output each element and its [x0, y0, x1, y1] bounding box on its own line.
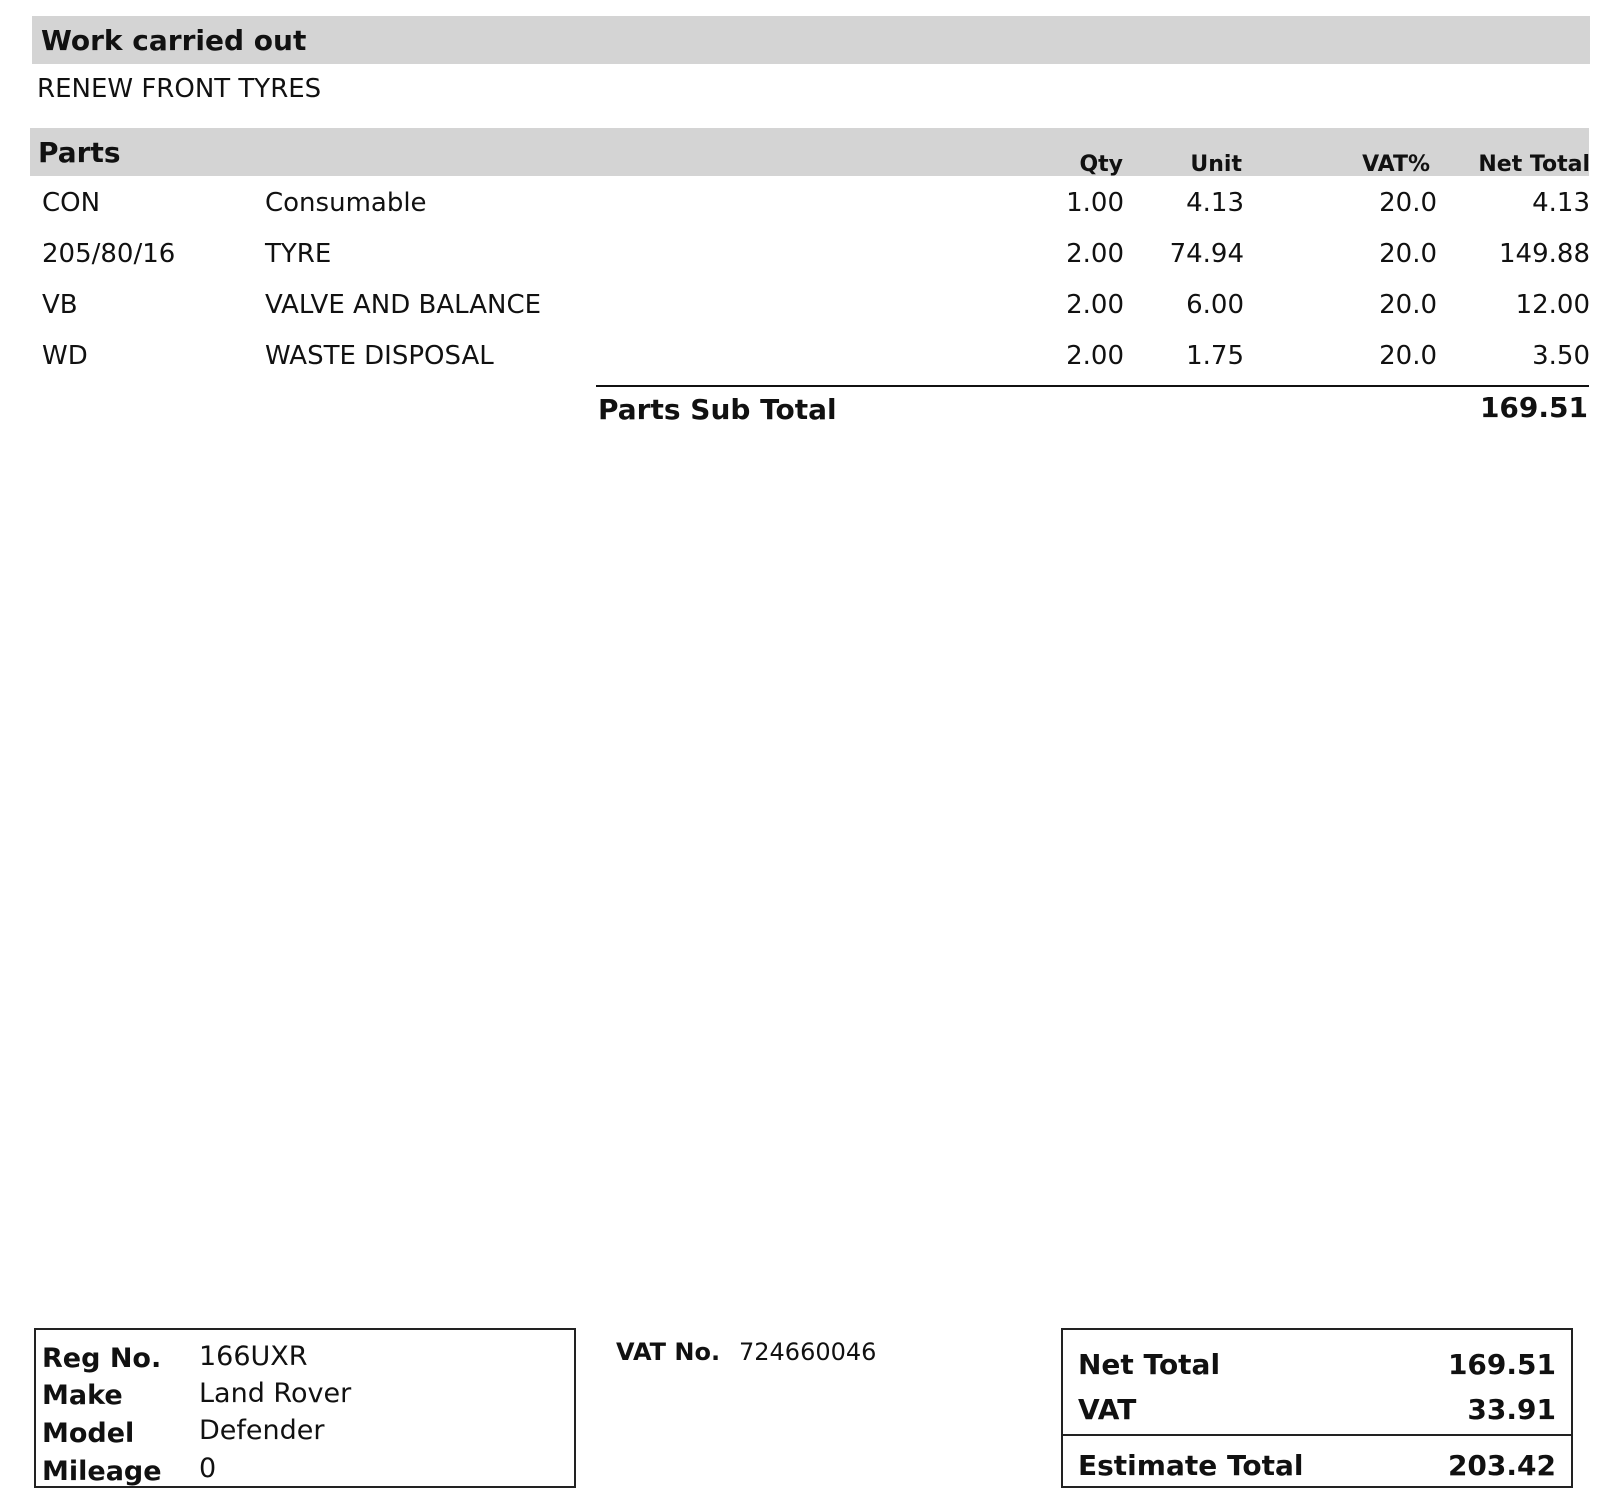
- part-qty: 2.00: [1066, 341, 1124, 371]
- part-description: WASTE DISPOSAL: [265, 341, 494, 371]
- make-label: Make: [42, 1380, 123, 1411]
- part-net-total: 3.50: [1532, 341, 1590, 371]
- reg-no-label: Reg No.: [42, 1343, 162, 1374]
- mileage-label: Mileage: [42, 1456, 162, 1487]
- parts-section-header: [30, 128, 1589, 176]
- part-unit: 4.13: [1186, 188, 1244, 218]
- part-code: WD: [42, 341, 88, 371]
- vat-label: VAT: [1078, 1393, 1137, 1426]
- part-qty: 1.00: [1066, 188, 1124, 218]
- part-code: 205/80/16: [42, 239, 176, 269]
- totals-divider: [1061, 1434, 1573, 1436]
- vat-value: 33.91: [1467, 1393, 1556, 1426]
- part-vat: 20.0: [1379, 188, 1437, 218]
- part-qty: 2.00: [1066, 290, 1124, 320]
- part-unit: 74.94: [1169, 239, 1244, 269]
- parts-subtotal-label: Parts Sub Total: [598, 393, 837, 426]
- parts-subtotal-value: 169.51: [1479, 391, 1588, 424]
- column-header-unit: Unit: [1190, 152, 1242, 177]
- part-qty: 2.00: [1066, 239, 1124, 269]
- make-value: Land Rover: [199, 1378, 352, 1409]
- part-vat: 20.0: [1379, 239, 1437, 269]
- estimate-total-label: Estimate Total: [1078, 1449, 1304, 1482]
- column-header-vat: VAT%: [1362, 152, 1430, 177]
- column-header-qty: Qty: [1079, 152, 1123, 177]
- vat-number-label: VAT No.: [616, 1338, 721, 1366]
- model-label: Model: [42, 1418, 135, 1449]
- part-net-total: 4.13: [1532, 188, 1590, 218]
- reg-no-value: 166UXR: [199, 1341, 308, 1372]
- part-description: Consumable: [265, 188, 427, 218]
- part-vat: 20.0: [1379, 290, 1437, 320]
- part-code: CON: [42, 188, 101, 218]
- work-section-title: Work carried out: [41, 24, 307, 57]
- part-net-total: 12.00: [1515, 290, 1590, 320]
- part-code: VB: [42, 290, 78, 320]
- work-description: RENEW FRONT TYRES: [37, 74, 322, 104]
- part-unit: 6.00: [1186, 290, 1244, 320]
- column-header-net-total: Net Total: [1478, 152, 1590, 177]
- estimate-total-value: 203.42: [1447, 1449, 1556, 1482]
- vat-number-value: 724660046: [739, 1338, 877, 1366]
- part-net-total: 149.88: [1499, 239, 1590, 269]
- model-value: Defender: [199, 1415, 325, 1446]
- part-unit: 1.75: [1186, 341, 1244, 371]
- part-description: VALVE AND BALANCE: [265, 290, 542, 320]
- part-vat: 20.0: [1379, 341, 1437, 371]
- mileage-value: 0: [199, 1453, 217, 1484]
- net-total-value: 169.51: [1447, 1348, 1556, 1381]
- part-description: TYRE: [265, 239, 332, 269]
- parts-section-title: Parts: [38, 136, 121, 169]
- net-total-label: Net Total: [1078, 1348, 1221, 1381]
- subtotal-divider: [596, 385, 1589, 387]
